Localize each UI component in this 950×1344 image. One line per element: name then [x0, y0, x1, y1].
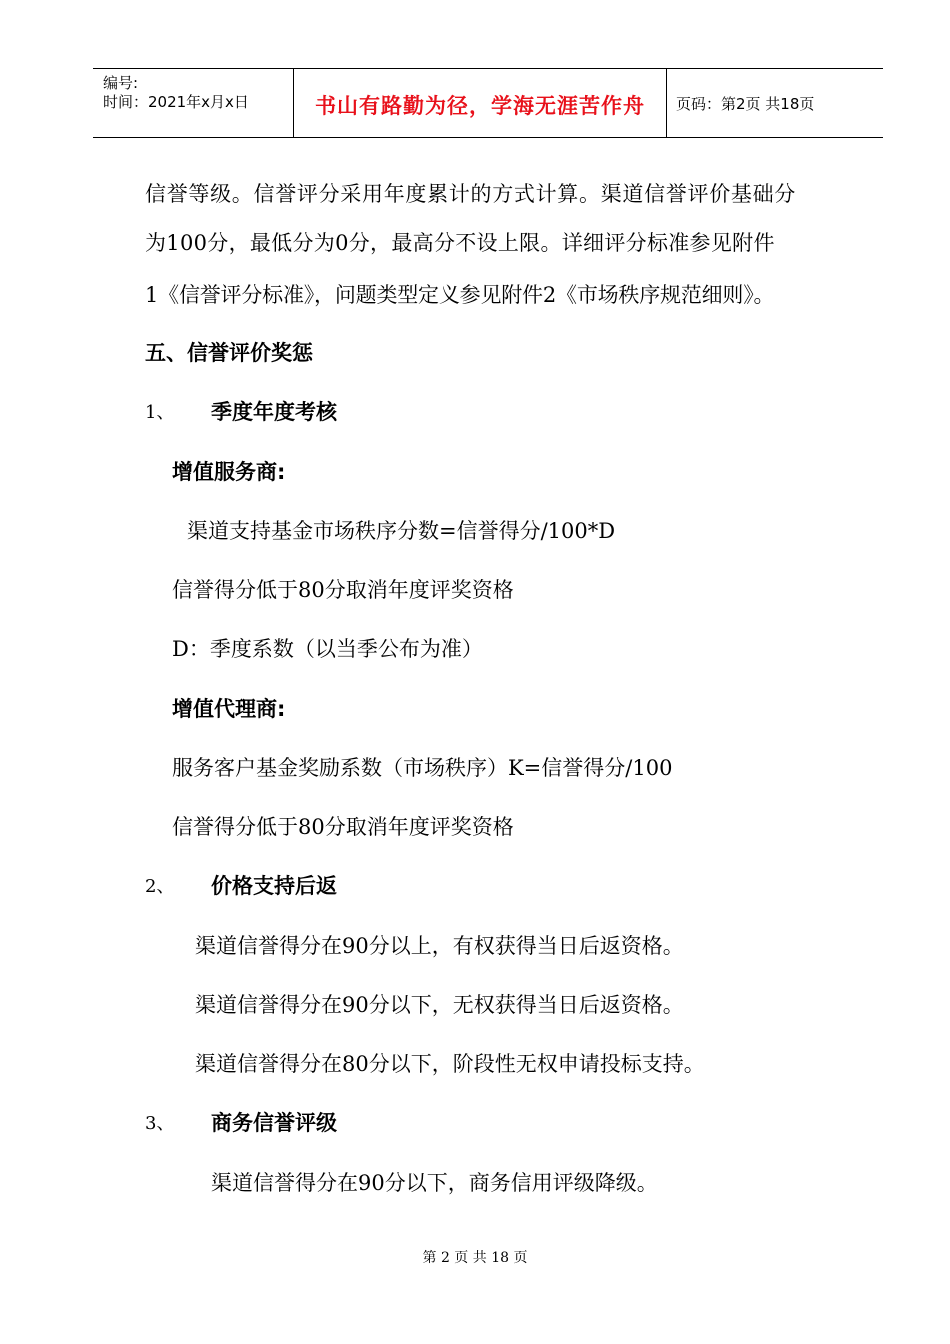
text-line: 渠道信誉得分在90分以下，无权获得当日后返资格。 — [195, 993, 684, 1017]
page-footer: 第 2 页 共 18 页 — [422, 1250, 528, 1266]
text-line: 渠道信誉得分在90分以上，有权获得当日后返资格。 — [195, 934, 684, 958]
paragraph-line: 信誉等级。信誉评分采用年度累计的方式计算。渠道信誉评价基础分 — [145, 182, 796, 206]
item-title: 价格支持后返 — [211, 874, 337, 898]
text-line: D：季度系数（以当季公布为准） — [172, 637, 483, 661]
header-middle-cell — [293, 69, 667, 137]
item-number: 3、 — [145, 1113, 175, 1134]
header-left-cell — [93, 69, 293, 137]
text-line: 渠道信誉得分在90分以下，商务信用评级降级。 — [211, 1171, 658, 1195]
item-number: 2、 — [145, 876, 175, 897]
formula-line: 服务客户基金奖励系数（市场秩序）K=信誉得分/100 — [172, 756, 673, 780]
formula-line: 渠道支持基金市场秩序分数=信誉得分/100*D — [187, 519, 616, 543]
header-right-cell — [666, 69, 883, 137]
item-title: 季度年度考核 — [211, 400, 337, 424]
time-label: 时间：2021年x月x日 — [103, 93, 249, 111]
text-line: 信誉得分低于80分取消年度评奖资格 — [172, 815, 514, 839]
serial-label: 编号: — [103, 74, 139, 92]
section-title: 五、信誉评价奖惩 — [145, 341, 313, 365]
item-number: 1、 — [145, 402, 175, 423]
text-line: 渠道信誉得分在80分以下，阶段性无权申请投标支持。 — [195, 1052, 705, 1076]
text-line: 信誉得分低于80分取消年度评奖资格 — [172, 578, 514, 602]
motto: 书山有路勤为径，学海无涯苦作舟 — [315, 94, 645, 118]
header-table — [93, 68, 883, 138]
subsection-title: 增值服务商: — [172, 460, 286, 484]
page-info: 页码：第2页 共18页 — [676, 95, 815, 113]
paragraph-line: 为100分，最低分为0分，最高分不设上限。详细评分标准参见附件 — [145, 231, 775, 255]
paragraph-line: 1《信誉评分标准》，问题类型定义参见附件2《市场秩序规范细则》。 — [145, 283, 775, 307]
item-title: 商务信誉评级 — [211, 1111, 337, 1135]
subsection-title: 增值代理商: — [172, 697, 286, 721]
